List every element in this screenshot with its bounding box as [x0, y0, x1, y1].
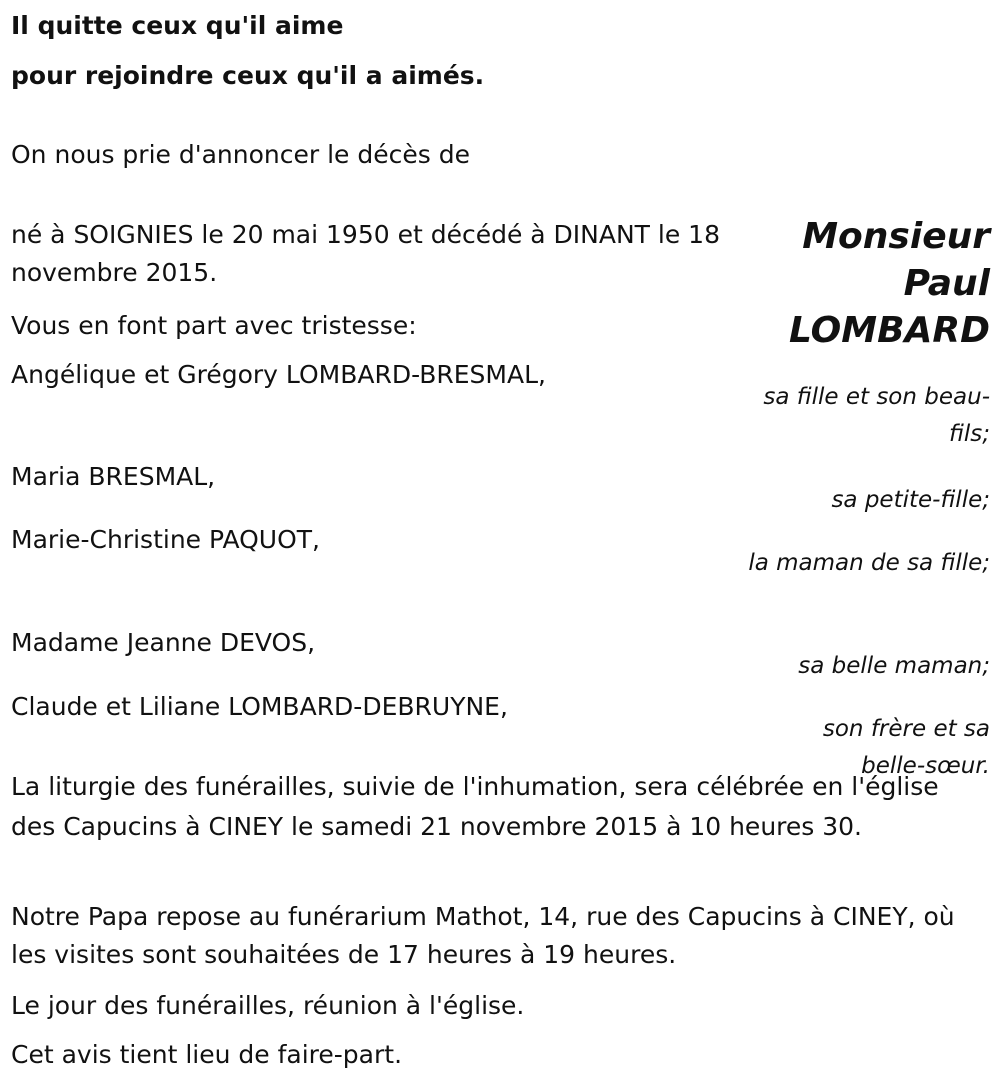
epigraph-line-1: Il quitte ceux qu'il aime	[11, 11, 344, 40]
family-relation: sa petite-fille;	[831, 487, 990, 513]
meeting-text: Le jour des funérailles, réunion à l'église.	[11, 991, 525, 1020]
family-member-name: Madame Jeanne DEVOS,	[11, 628, 316, 657]
birth-death-text: né à SOIGNIES le 20 mai 1950 et décédé à DINANT le 18 novembre 2015.	[11, 220, 720, 287]
closing-text: Cet avis tient lieu de faire-part.	[11, 1040, 403, 1069]
announcement-text: Vous en font part avec tristesse:	[11, 311, 417, 340]
deceased-last-name: LOMBARD	[789, 310, 990, 351]
epigraph-line-2: pour rejoindre ceux qu'il a aimés.	[11, 61, 485, 90]
family-member-name: Claude et Liliane LOMBARD-DEBRUYNE,	[11, 692, 508, 721]
family-relation: sa belle maman;	[798, 653, 990, 679]
deceased-title: Monsieur	[802, 216, 990, 257]
visitation-text: Notre Papa repose au funérarium Mathot, 14, rue des Capucins à CINEY, où les visites sont souhaitées de 17 heures à 19 heures.	[11, 902, 955, 969]
family-member-name: Angélique et Grégory LOMBARD-BRESMAL,	[11, 360, 546, 389]
funeral-text: La liturgie des funérailles, suivie de l'inhumation, sera célébrée en l'église des Capucins à CINEY le samedi 21 novembre 2015 à 10 heures 30.	[11, 772, 939, 841]
intro-text: On nous prie d'annoncer le décès de	[11, 140, 470, 169]
family-relation: son frère et sa belle-sœur.	[822, 716, 990, 779]
family-relation: la maman de sa fille;	[748, 550, 990, 576]
family-member-name: Marie-Christine PAQUOT,	[11, 525, 320, 554]
family-relation: sa fille et son beau-fils;	[763, 384, 990, 447]
deceased-first-name: Paul	[903, 263, 990, 304]
family-member-name: Maria BRESMAL,	[11, 462, 216, 491]
deceased-name	[730, 213, 990, 354]
